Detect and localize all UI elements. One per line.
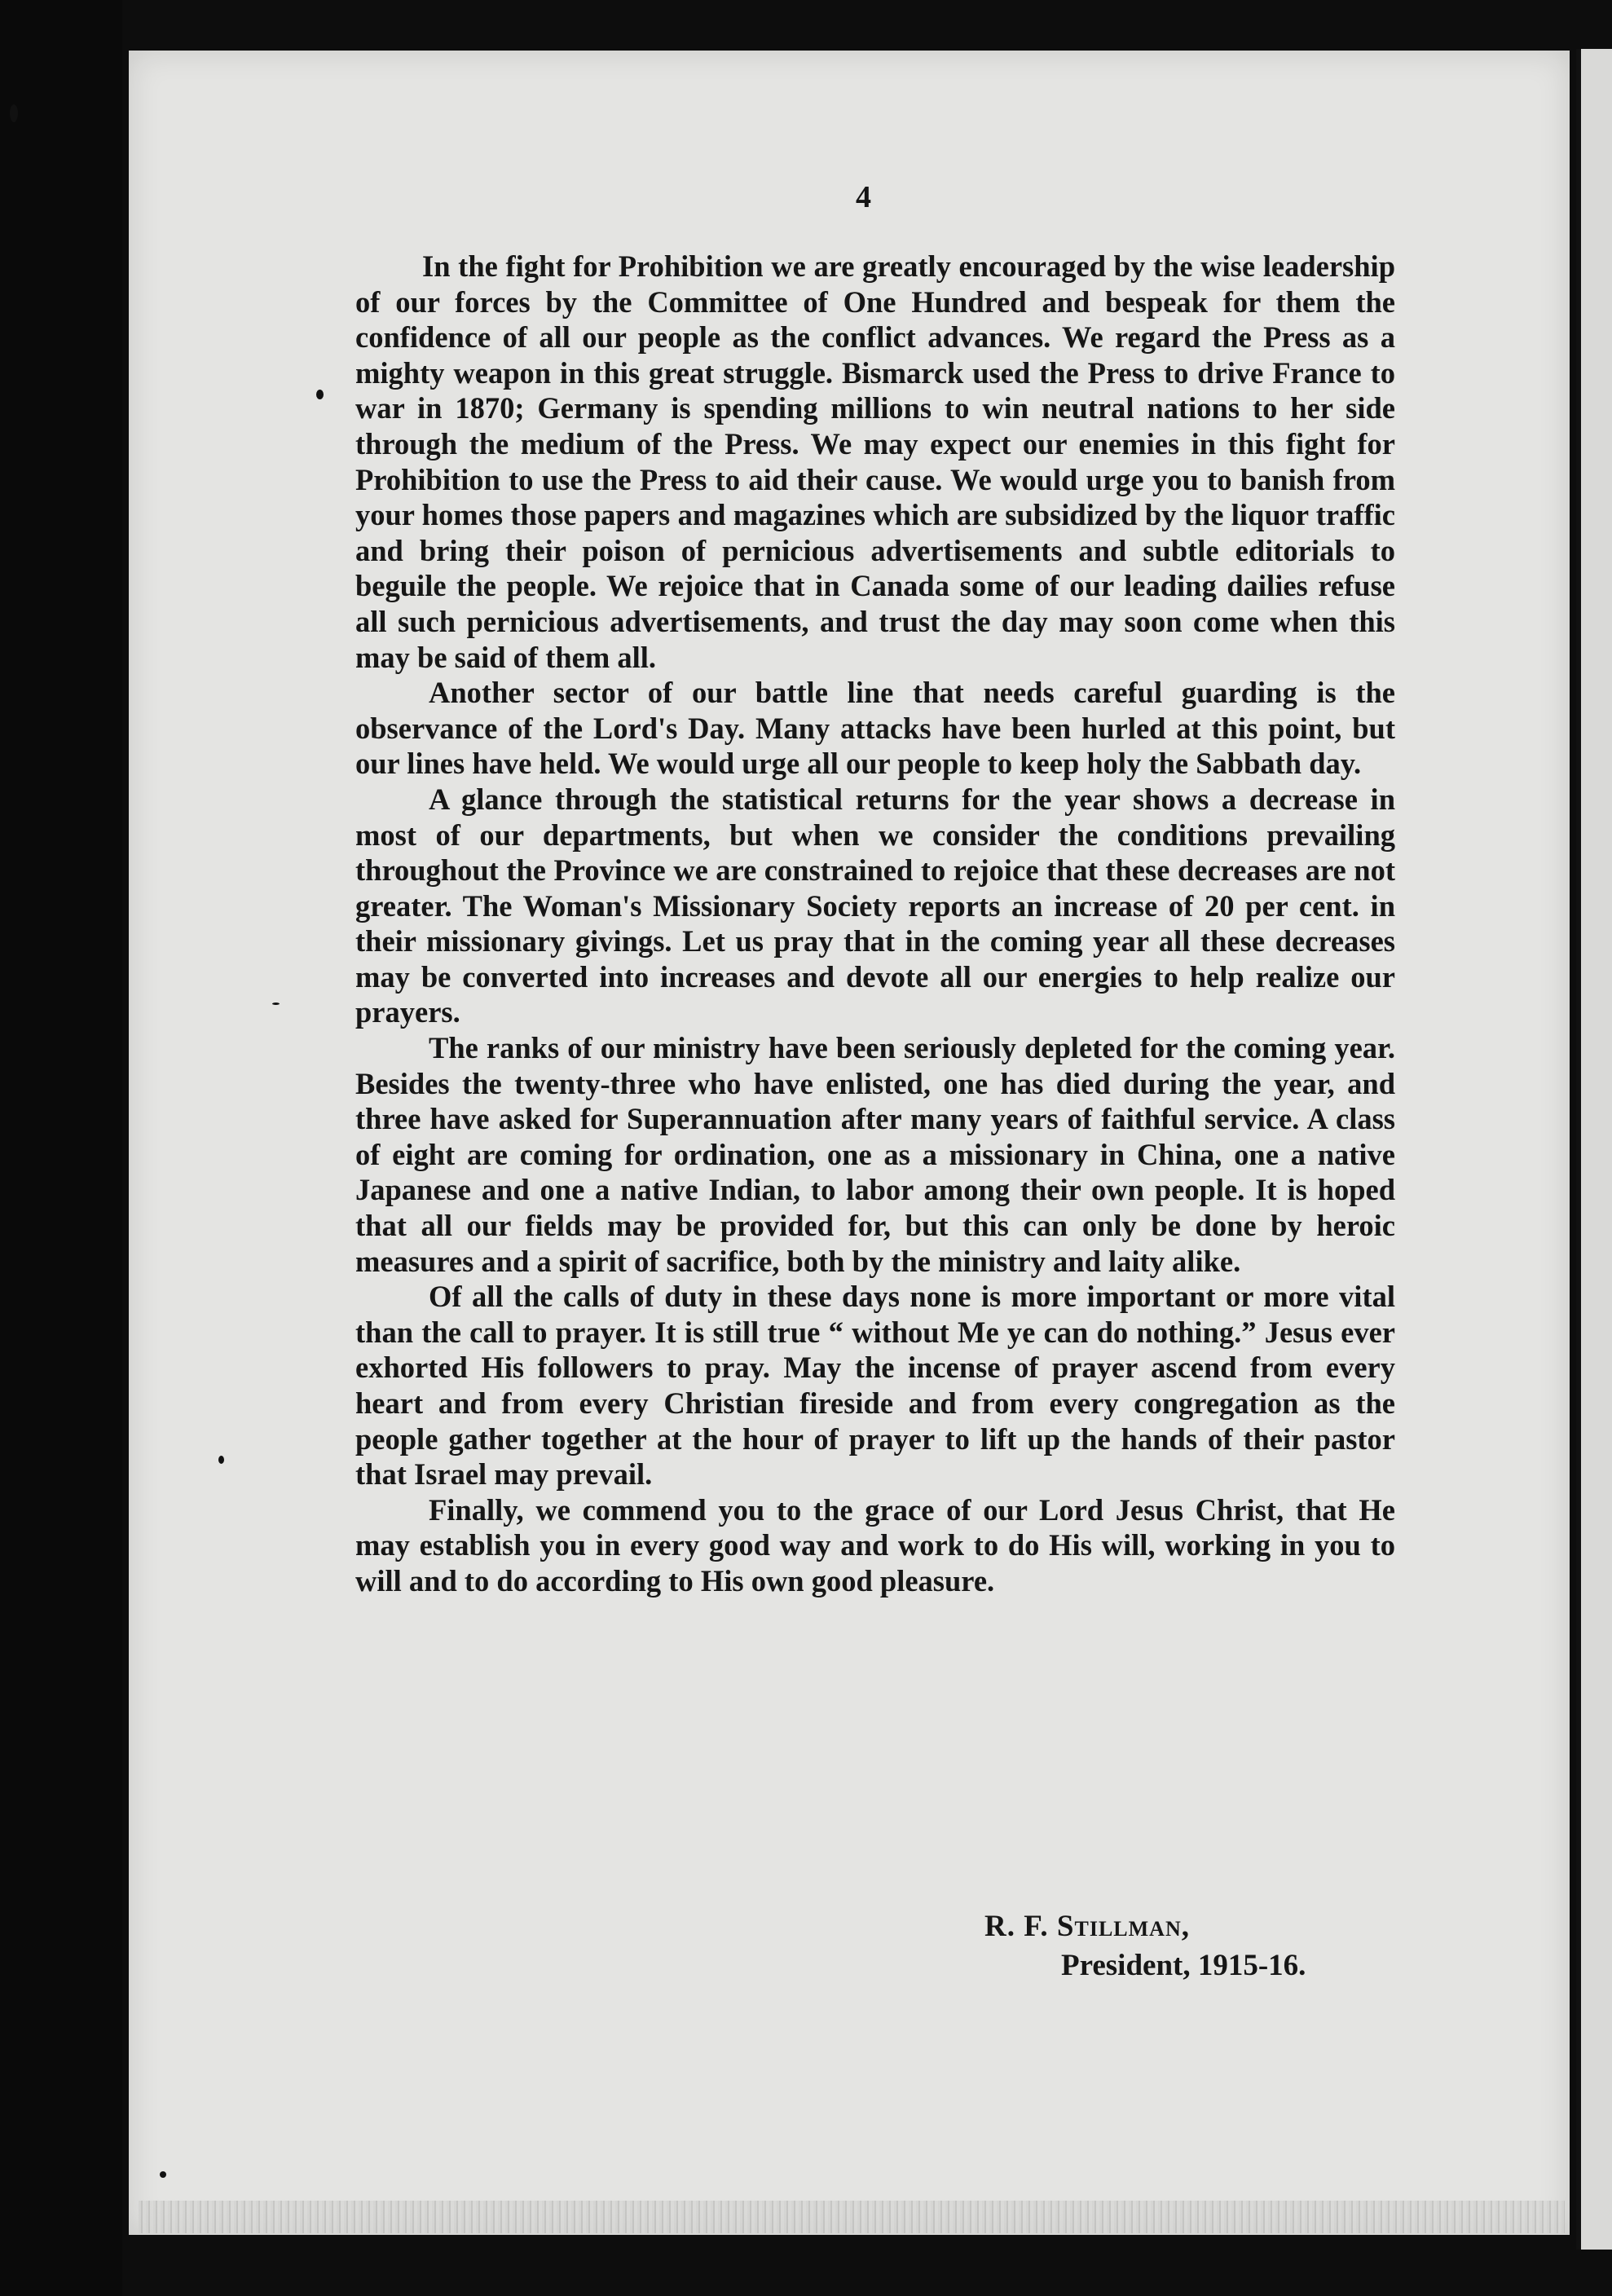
page-bottom-edge <box>139 2201 1565 2233</box>
scan-right-edge-page <box>1581 49 1612 2250</box>
scan-speck <box>316 390 324 399</box>
scan-speck <box>160 2171 166 2178</box>
signature-name: R. F. Stillman, <box>984 1910 1190 1943</box>
paragraph-call-to-prayer: Of all the calls of duty in these days none is more important or more vital than the call to prayer. It is still true “ without Me ye can do nothing.” Jesus ever exhorted His followers to pray. May the incense of prayer ascend from every heart and from every Christian fireside and from every congregation as the people gather together at the hour of prayer to lift up the hands of their pastor that Israel may prevail. <box>355 1280 1395 1492</box>
paragraph-ministry-ranks: The ranks of our ministry have been seriously depleted for the coming year. Besides the twenty-three who have enlisted, one has died during the year, and three have asked for Superannuation after many years of faithful service. A class of eight are coming for ordination, one as a missionary in China, one a native Japanese and one a native Indian, to labor among their own people. It is hoped that all our fields may be provided for, but this can only be done by heroic measures and a spirit of sacrifice, both by the ministry and laity alike. <box>355 1031 1395 1278</box>
paragraph-lords-day: Another sector of our battle line that needs careful guarding is the observance of the Lord's Day. Many attacks have been hurled at this point, but our lines have held. We would urge all our people to keep holy the Sabbath day. <box>355 676 1395 781</box>
scan-left-margin <box>0 0 122 2296</box>
paragraph-statistical-returns: A glance through the statistical returns for the year shows a decrease in most of our departments, but when we consider the conditions prevailing throughout the Province we are constrained to rejoice that these decreases are not greater. The Woman's Missionary Society reports an increase of 20 per cent. in their missionary givings. Let us pray that in the coming year all these decreases may be converted into increases and devote all our energies to help realize our prayers. <box>355 782 1395 1029</box>
letter-body <box>355 249 1395 1599</box>
page-number: 4 <box>856 180 871 214</box>
scan-speck <box>272 1003 280 1005</box>
signature-title: President, 1915-16. <box>1061 1949 1306 1982</box>
paragraph-prohibition-press: In the fight for Prohibition we are greatly encouraged by the wise leadership of our forces by the Committee of One Hundred and bespeak for them the confidence of all our people as the conflict advances. We regard the Press as a mighty weapon in this great struggle. Bismarck used the Press to drive France to war in 1870; Germany is spending millions to win neutral nations to her side through the medium of the Press. We may expect our enemies in this fight for Prohibition to use the Press to aid their cause. We would urge you to banish from your homes those papers and magazines which are subsidized by the liquor traffic and bring their poison of pernicious advertisements and subtle editorials to beguile the people. We rejoice that in Canada some of our leading dailies refuse all such pernicious advertisements, and trust the day may soon come when this may be said of them all. <box>355 249 1395 674</box>
scan-speck <box>218 1456 224 1464</box>
paragraph-closing-commendation: Finally, we commend you to the grace of our Lord Jesus Christ, that He may establish you in every good way and work to do His will, working in you to will and to do according to His own good pleasure. <box>355 1492 1395 1598</box>
scan-speck <box>10 104 18 122</box>
